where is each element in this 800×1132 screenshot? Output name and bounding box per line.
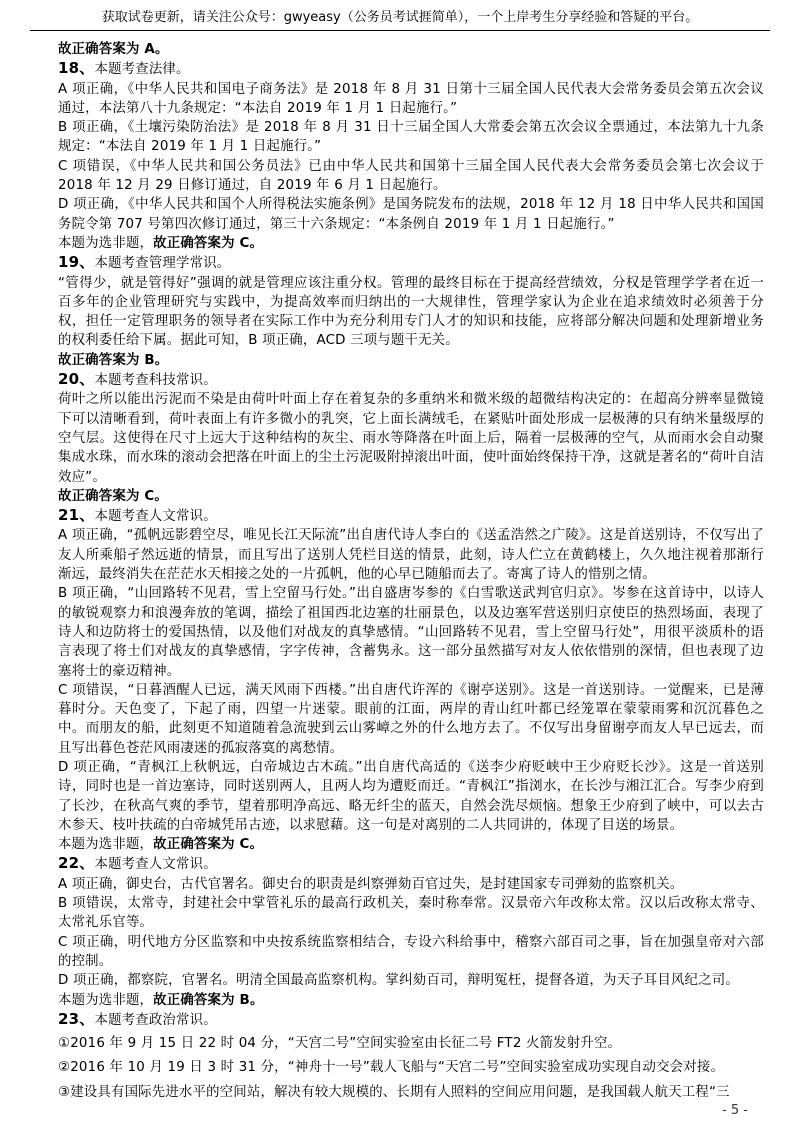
question-topic: 本题考查法律。 bbox=[94, 62, 190, 78]
q20-explanation: 荷叶之所以能出污泥而不染是由荷叶叶面上存在着复杂的多重纳米和微米级的超微结构决定的：在超高分辨率显微镜下可以清晰看到，荷叶表面上有许多微小的乳突，它上面长满绒毛，在紧贴叶面处形成一层极薄的只有纳米量级厚的空气层。这使得在尺寸上远大于这种结构的灰尘、雨水等降落在叶面上后，隔着一层极薄的空气，从而雨水会自动聚集成水珠，而水珠的滚动会把落在叶面上的尘土污泥吸附掉滚出叶面，使叶面始终保持干净，这就是著名的“荷叶自洁效应”。 bbox=[58, 392, 764, 485]
q18-option-d: D 项正确，《中华人民共和国个人所得税法实施条例》是国务院发布的法规，2018 年 12 月 18 日中华人民共和国国务院令第 707 号第四次修订通过，第三十六条规定：“本条例自 2019 年 1 月 1 日起施行。” bbox=[58, 197, 764, 232]
answer-prefix: 本题为选非题， bbox=[58, 235, 154, 251]
q18-answer-line bbox=[58, 234, 764, 253]
q22-option-b: B 项错误，太常寺，封建社会中掌管礼乐的最高行政机关，秦时称奉常。汉景帝六年改称太常。汉以后改称太常寺、太常礼乐官等。 bbox=[58, 896, 764, 931]
question-number: 22、 bbox=[58, 854, 95, 873]
question-21-heading bbox=[58, 506, 764, 526]
answer-19: 故正确答案为 B。 bbox=[58, 352, 169, 368]
question-topic: 本题考查管理学常识。 bbox=[94, 256, 231, 272]
question-topic: 本题考查政治常识。 bbox=[94, 1012, 217, 1028]
q22-option-d: D 项正确，都察院，官署名。明清全国最高监察机构。掌纠劾百司，辩明冤枉，提督各道，为天子耳目风纪之司。 bbox=[58, 973, 739, 989]
question-number: 23、 bbox=[58, 1009, 95, 1028]
answer-18: 故正确答案为 C。 bbox=[153, 235, 264, 251]
q18-option-c: C 项错误，《中华人民共和国公务员法》已由中华人民共和国第十三届全国人民代表大会常务委员会第七次会议于 2018 年 12 月 29 日修订通过，自 2019 年 6 月 1 日起施行。 bbox=[58, 158, 764, 194]
question-number: 20、 bbox=[58, 370, 95, 389]
question-number: 19、 bbox=[58, 253, 95, 272]
q22-option-a: A 项正确，御史台，古代官署名。御史台的职责是纠察弹劾百官过失，是封建国家专司弹劾的监察机关。 bbox=[58, 876, 684, 892]
answer-prefix: 本题为选非题， bbox=[58, 837, 154, 853]
q21-option-c: C 项错误，“日暮酒醒人已远，满天风雨下西楼。”出自唐代许浑的《谢亭送别》。这是一首送别诗。一觉醒来，已是薄暮时分。天色变了，下起了雨，四望一片迷蒙。眼前的江面，两岸的青山红叶都已经笼罩在蒙蒙雨雾和沉沉暮色之中。而朋友的船，此刻更不知道随着急流驶到云山雾嶂之外的什么地方去了。不仅写出身留谢亭而友人早已远去，而且写出暮色苍茫风雨凄迷的孤寂落寞的离愁情。 bbox=[58, 682, 764, 756]
q19-explanation: “管得少，就是管得好”强调的就是管理应该注重分权。管理的最终目标在于提高经营绩效，分权是管理学学者在近一百多年的企业管理研究与实践中，为提高效率而归纳出的一大规律性，管理学家认为企业在追求绩效时必须善于分权，担任一定管理职务的领导者在实际工作中为充分利用专门人才的知识和技能，应将部分解决问题和处理新增业务的权利委任给下属。据此可知，B 项正确，ACD 三项与题干无关。 bbox=[58, 275, 764, 349]
answer-prefix: 本题为选非题， bbox=[58, 992, 154, 1008]
question-23-heading bbox=[58, 1010, 764, 1030]
answer-22: 故正确答案为 B。 bbox=[153, 992, 264, 1008]
q23-event-3: ③建设具有国际先进水平的空间站，解决有较大规模的、长期有人照料的空间应用问题，是我国载人航天工程“三 bbox=[58, 1084, 730, 1100]
q22-option-c: C 项正确，明代地方分区监察和中央按系统监察相结合，专设六科给事中，稽察六部百司之事，旨在加强皇帝对六部的控制。 bbox=[58, 934, 764, 969]
page-header bbox=[30, 8, 770, 31]
q21-option-b: B 项正确，“山回路转不见君，雪上空留马行处。”出自盛唐岑参的《白雪歌送武判官归京》。岑参在这首诗中，以诗人的敏锐观察力和浪漫奔放的笔调，描绘了祖国西北边塞的壮丽景色，以及边塞军营送别归京使臣的热烈场面，表现了诗人和边防将士的爱国热情，以及他们对战友的真挚感情。“山回路转不见君，雪上空留马行处”，用很平淡质朴的语言表现了将士们对战友的真挚感情，字字传神，含蓄隽永。这一部分虽然描写对友人依依惜别的深情，但也表现了边塞将士的豪迈精神。 bbox=[58, 586, 764, 679]
header-notice: 获取试卷更新，请关注公众号：gwyeasy（公务员考试捱简单），一个上岸考生分享经验和答疑的平台。 bbox=[101, 10, 699, 25]
q18-option-b: B 项正确，《土壤污染防治法》是 2018 年 8 月 31 日十三届全国人大常委会第五次会议全票通过，本法第九十九条规定：“本法自 2019 年 1 月 1 日起施行。” bbox=[58, 120, 764, 155]
answer-20: 故正确答案为 C。 bbox=[58, 488, 169, 504]
q23-event-2: ②2016 年 10 月 19 日 3 时 31 分，“神舟十一号”载人飞船与“天宫二号”空间实验室成功实现自动交会对接。 bbox=[58, 1060, 725, 1076]
question-22-heading bbox=[58, 854, 764, 874]
q22-answer-line bbox=[58, 991, 764, 1010]
question-number: 18、 bbox=[58, 59, 95, 78]
q18-option-a: A 项正确，《中华人民共和国电子商务法》是 2018 年 8 月 31 日第十三届全国人民代表大会常务委员会第五次会议通过，本法第八十九条规定：“本法自 2019 年 1 月 1 日起施行。” bbox=[58, 81, 764, 116]
question-20-heading bbox=[58, 370, 764, 390]
question-19-heading bbox=[58, 253, 764, 273]
q23-event-1: ①2016 年 9 月 15 日 22 时 04 分，“天宫二号”空间实验室由长征二号 FT2 火箭发射升空。 bbox=[58, 1036, 622, 1052]
answer-explanations bbox=[58, 40, 764, 1107]
question-topic: 本题考查人文常识。 bbox=[94, 509, 217, 525]
question-topic: 本题考查人文常识。 bbox=[94, 857, 217, 873]
q21-option-d: D 项正确，“青枫江上秋帆远，白帝城边古木疏。”出自唐代高适的《送李少府贬峡中王少府贬长沙》。这是一首送别诗，同时也是一首边塞诗，同时送别两人，且两人均为遭贬而迁。“青枫江”指浏水，在长沙与湘江汇合。写李少府到了长沙，在秋高气爽的季节，望着那明净高远、略无纤尘的蓝天，自然会洗尽烦恼。想象王少府到了峡中，可以去古木参天、枝叶扶疏的白帝城凭吊古迹，以求慰藉。这一句是对离别的二人共同讲的，体现了目送的场景。 bbox=[58, 759, 764, 833]
answer-17: 故正确答案为 A。 bbox=[58, 42, 169, 57]
q21-answer-line bbox=[58, 835, 764, 854]
q21-option-a: A 项正确，“孤帆远影碧空尽，唯见长江天际流”出自唐代诗人李白的《送孟浩然之广陵》。这是首送别诗，不仅写出了友人所乘船孑然远逝的情景，而且写出了送别人凭栏目送的情景，此刻，诗人伫立在黄鹤楼上，久久地注视着那渐行渐远，最终消失在茫茫水天相接之处的一片孤帆，他的心早已随船而去了。寄寓了诗人的惜别之情。 bbox=[58, 528, 764, 583]
question-number: 21、 bbox=[58, 506, 95, 525]
question-18-heading bbox=[58, 59, 764, 79]
question-topic: 本题考查科技常识。 bbox=[94, 373, 217, 389]
answer-21: 故正确答案为 C。 bbox=[153, 837, 264, 853]
page-number: - 5 - bbox=[722, 1103, 748, 1118]
